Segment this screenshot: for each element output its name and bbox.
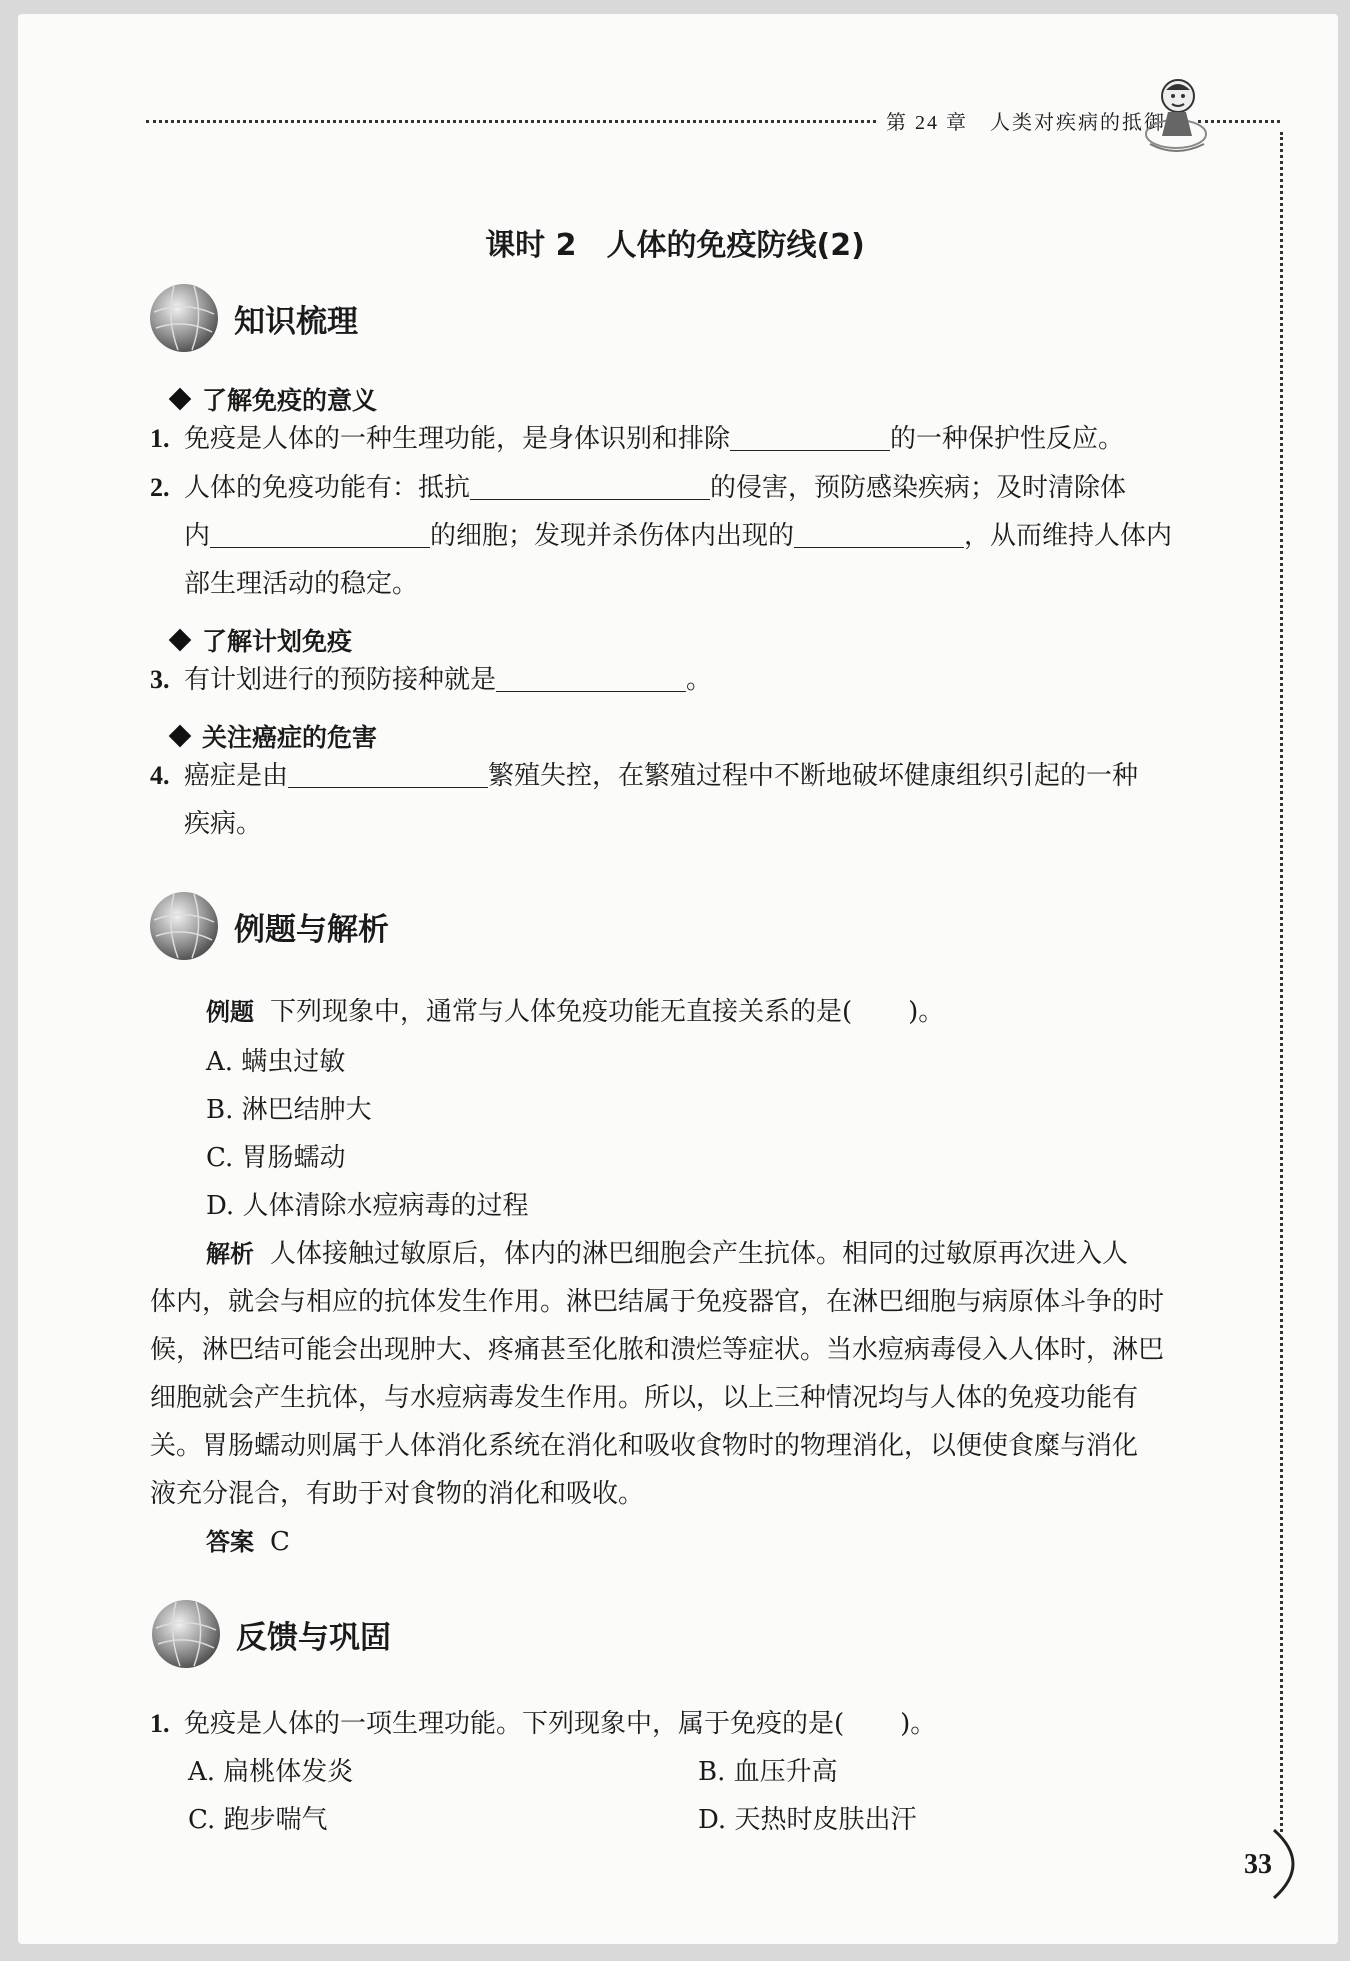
question-line: 4. 癌症是由 繁殖失控，在繁殖过程中不断地破坏健康组织引起的一种	[150, 761, 1139, 791]
analysis-line: 液充分混合，有助于对食物的消化和吸收。	[150, 1479, 645, 1509]
analysis-line: 解析 人体接触过敏原后，体内的淋巴细胞会产生抗体。相同的过敏原再次进入人	[206, 1239, 1129, 1269]
answer-blank[interactable]	[470, 473, 710, 500]
answer-blank[interactable]	[730, 424, 890, 451]
section-title: 知识梳理	[234, 303, 358, 340]
question-line: 1. 免疫是人体的一种生理功能，是身体识别和排除 的一种保护性反应。	[150, 424, 1125, 454]
option: C. 跑步喘气	[188, 1805, 328, 1835]
section-feedback	[150, 1598, 391, 1670]
question-line: 2. 人体的免疫功能有：抵抗 的侵害，预防感染疾病；及时清除体	[150, 473, 1127, 503]
option: D. 人体清除水痘病毒的过程	[206, 1191, 529, 1221]
topic-heading: 了解免疫的意义	[168, 381, 377, 417]
question-line: 部生理活动的稳定。	[184, 569, 419, 599]
header-dotted-rule-right	[1198, 120, 1280, 123]
option: A. 螨虫过敏	[206, 1047, 346, 1077]
lesson-title: 课时 2 人体的免疫防线(2)	[485, 228, 865, 263]
option: B. 血压升高	[698, 1757, 838, 1787]
mascot-icon	[1140, 74, 1210, 164]
running-header	[886, 106, 1166, 135]
globe-orb-icon	[148, 890, 220, 962]
chapter-number: 第 24 章	[886, 112, 968, 134]
globe-orb-icon	[150, 1598, 222, 1670]
answer-line: 答案 C	[206, 1527, 290, 1557]
page	[18, 14, 1338, 1944]
diamond-icon	[169, 629, 192, 652]
answer-blank[interactable]	[794, 521, 964, 548]
header-dotted-rule	[146, 120, 876, 123]
answer-blank[interactable]	[496, 665, 686, 692]
option: A. 扁桃体发炎	[188, 1757, 354, 1787]
section-title: 例题与解析	[234, 911, 389, 948]
globe-orb-icon	[148, 282, 220, 354]
question-line: 3. 有计划进行的预防接种就是 。	[150, 665, 713, 695]
question-line: 疾病。	[184, 809, 263, 839]
answer-blank[interactable]	[288, 761, 488, 788]
analysis-line: 关。胃肠蠕动则属于人体消化系统在消化和吸收食物时的物理消化，以便使食糜与消化	[150, 1431, 1139, 1461]
section-example	[148, 890, 389, 962]
feedback-question: 1. 免疫是人体的一项生理功能。下列现象中，属于免疫的是( )。	[150, 1709, 937, 1739]
page-number: 33	[1244, 1849, 1272, 1880]
analysis-line: 候，淋巴结可能会出现肿大、疼痛甚至化脓和溃烂等症状。当水痘病毒侵入人体时，淋巴	[150, 1335, 1165, 1365]
analysis-line: 体内，就会与相应的抗体发生作用。淋巴结属于免疫器官，在淋巴细胞与病原体斗争的时	[150, 1287, 1165, 1317]
answer-blank[interactable]	[210, 521, 430, 548]
diamond-icon	[169, 388, 192, 411]
question-line: 内 的细胞；发现并杀伤体内出现的 ，从而维持人体内	[184, 521, 1173, 551]
section-title: 反馈与巩固	[236, 1619, 391, 1656]
topic-heading: 了解计划免疫	[168, 622, 352, 658]
option: D. 天热时皮肤出汗	[698, 1805, 917, 1835]
side-dotted-rule	[1280, 132, 1283, 1832]
option: C. 胃肠蠕动	[206, 1143, 346, 1173]
analysis-line: 细胞就会产生抗体，与水痘病毒发生作用。所以，以上三种情况均与人体的免疫功能有	[150, 1383, 1139, 1413]
topic-heading: 关注癌症的危害	[168, 718, 377, 754]
diamond-icon	[169, 725, 192, 748]
option: B. 淋巴结肿大	[206, 1095, 372, 1125]
example-question: 例题 下列现象中，通常与人体免疫功能无直接关系的是( )。	[206, 997, 945, 1027]
section-knowledge	[148, 282, 358, 354]
page-corner-arc-icon	[1266, 1824, 1316, 1904]
chapter-title: 人类对疾病的抵御	[990, 112, 1166, 134]
